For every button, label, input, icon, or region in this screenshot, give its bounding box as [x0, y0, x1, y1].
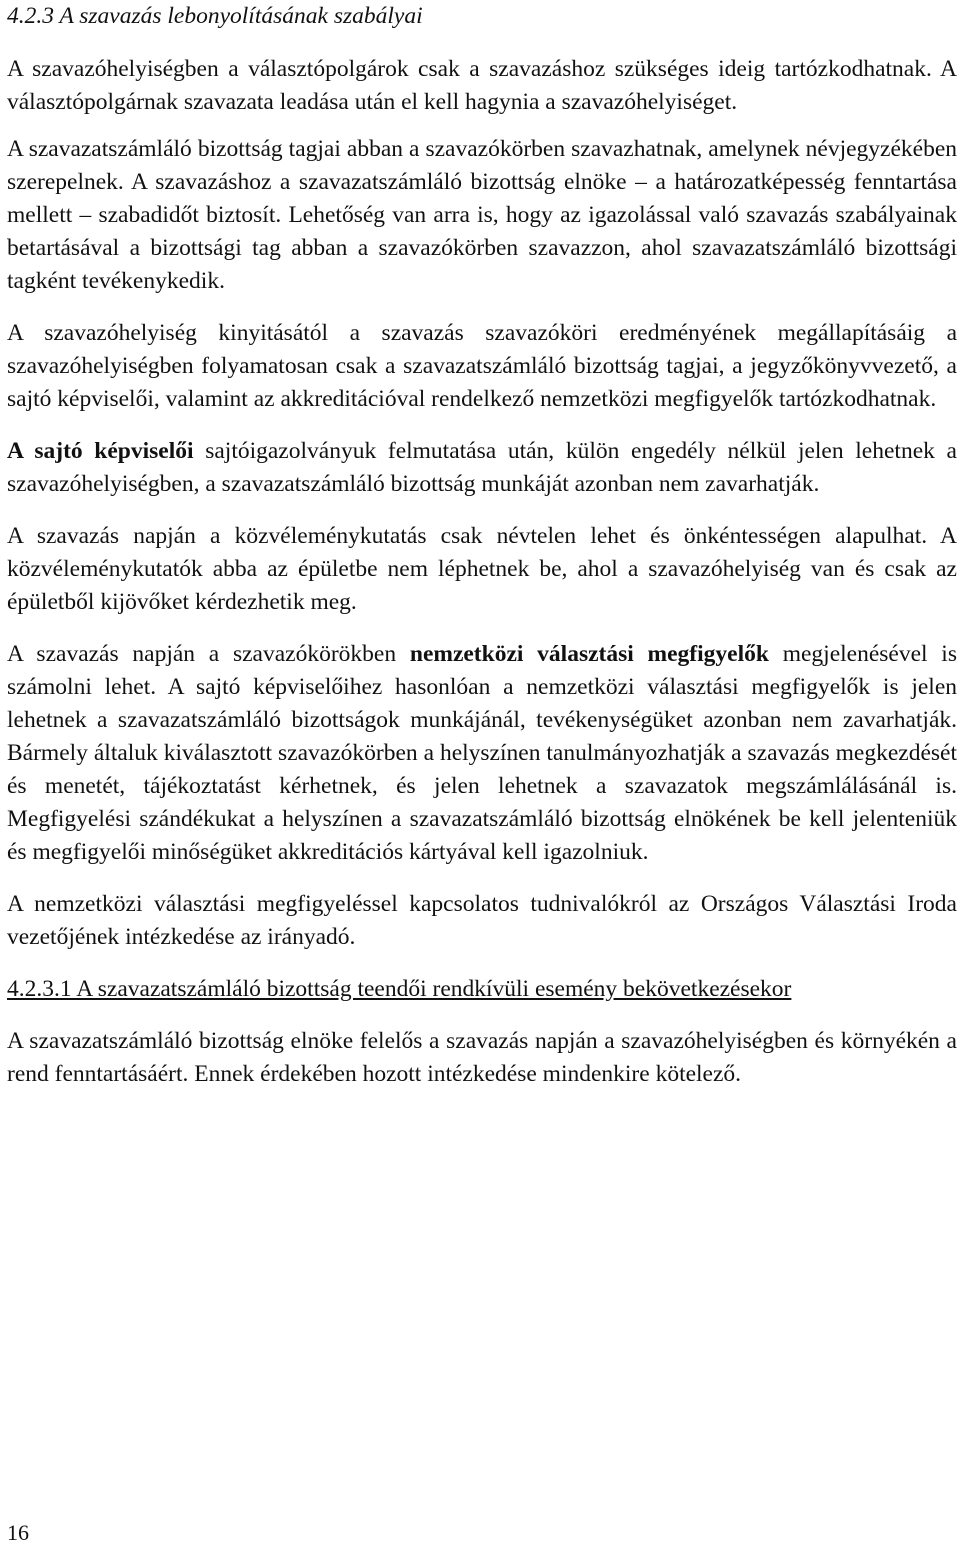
paragraph-observation-rules: A nemzetközi választási megfigyeléssel kapcsolatos tudnivalókról az Országos Választási Iroda vezetőjének intézkedése az irányadó. — [7, 891, 957, 950]
section-heading: 4.2.3 A szavazás lebonyolításának szabályai — [7, 3, 423, 29]
observers-intro-text: A szavazás napján a szavazókörökben — [7, 641, 410, 667]
observers-text: megjelenésével is számolni lehet. A sajtó képviselőihez hasonlóan a nemzetközi választási megfigyelők is jelen lehetnek a szavazatszámláló bizottságok munkájánál, tevékenységüket azonban nem zavarhatják. Bármely általuk kiválasztott szavazókörben a helyszínen tanulmányozhatják a szavazás megkezdését és menetét, tájékoztatást kérhetnek, és jelen lehetnek a szavazatok megszámlálásánál is. Megfigyelési szándékukat a helyszínen a szavazatszámláló bizottság elnökének be kell jelenteniük és megfigyelői minőségüket akkreditációs kártyával kell igazolniuk. — [7, 641, 957, 865]
paragraph-international-observers — [7, 638, 957, 869]
page-number: 16 — [7, 1520, 29, 1545]
paragraph-press — [7, 435, 957, 501]
paragraph-committee-voting: A szavazatszámláló bizottság tagjai abban a szavazókörben szavazhatnak, amelynek névjegyzékében szerepelnek. A szavazáshoz a szavazatszámláló bizottság elnöke – a határozatképesség fenntartása mellett – szabadidőt biztosít. Lehetőség van arra is, hogy az igazolással való szavazás szabályainak betartásával a bizottsági tag abban a szavazókörben szavazzon, ahol szavazatszámláló bizottsági tagként tevékenykedik. — [7, 136, 957, 294]
press-text: sajtóigazolványuk felmutatása után, külön engedély nélkül jelen lehetnek a szavazóhelyiségben, a szavazatszámláló bizottság munkáját azonban nem zavarhatják. — [7, 438, 957, 497]
document-page — [7, 0, 957, 1091]
observers-bold-phrase: nemzetközi választási megfigyelők — [409, 641, 769, 667]
paragraph-who-may-stay: A szavazóhelyiség kinyitásától a szavazás szavazóköri eredményének megállapításáig a szavazóhelyiségben folyamatosan csak a szavazatszámláló bizottság tagjai, a jegyzőkönyvvezető, a sajtó képviselői, valamint az akkreditációval rendelkező nemzetközi megfigyelők tartózkodhatnak. — [7, 320, 957, 412]
subsection-heading: 4.2.3.1 A szavazatszámláló bizottság teendői rendkívüli esemény bekövetkezésekor — [7, 976, 792, 1002]
press-bold-phrase: A sajtó képviselői — [7, 438, 194, 464]
paragraph-chair-responsibility: A szavazatszámláló bizottság elnöke felelős a szavazás napján a szavazóhelyiségben és környékén a rend fenntartásáért. Ennek érdekében hozott intézkedése mindenkire kötelező. — [7, 1028, 957, 1087]
paragraph-opinion-polls: A szavazás napján a közvéleménykutatás csak névtelen lehet és önkéntességen alapulhat. A közvéleménykutatók abba az épületbe nem léphetnek be, ahol a szavazóhelyiség van és csak az épületből kijövőket kérdezhetik meg. — [7, 523, 957, 615]
paragraph-voters-stay: A szavazóhelyiségben a választópolgárok csak a szavazáshoz szükséges ideig tartózkodhatnak. A választópolgárnak szavazata leadása után el kell hagynia a szavazóhelyiséget. — [7, 56, 957, 115]
